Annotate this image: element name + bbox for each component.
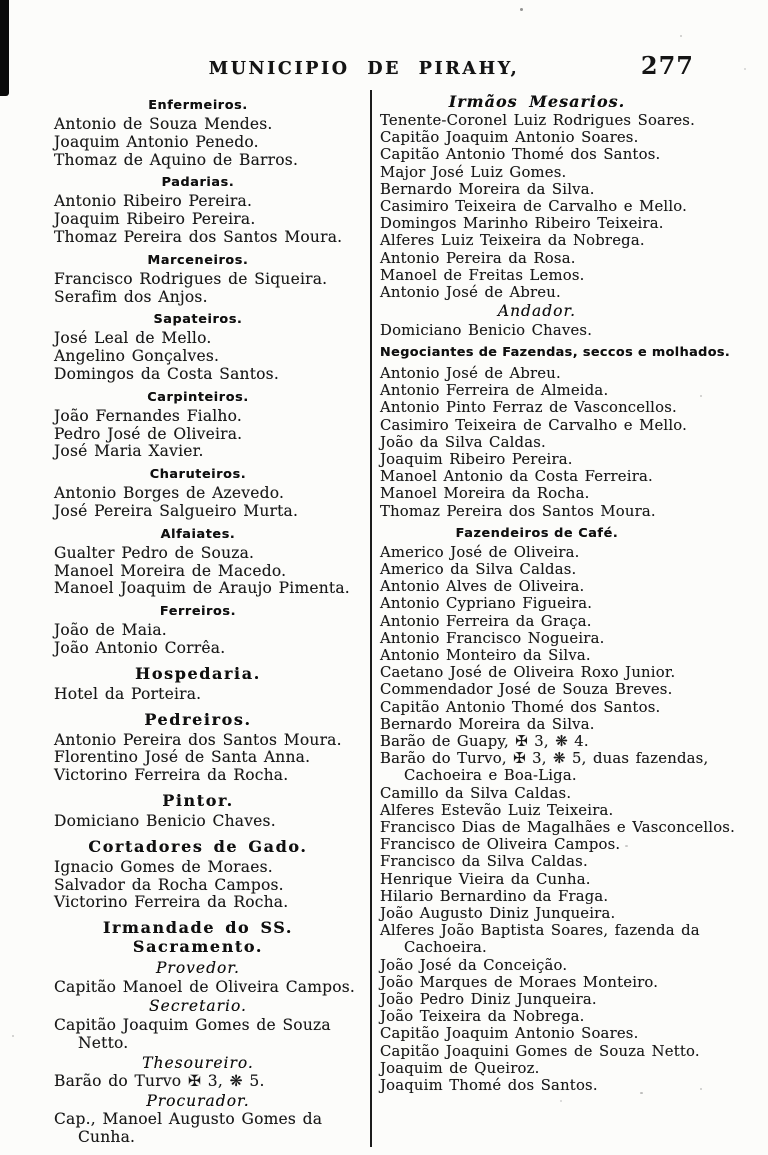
section [54,467,364,521]
list-entry: Francisco de Oliveira Campos. [380,836,621,854]
section [54,312,364,383]
list-entry: Capitão Joaquim Antonio Soares. [380,1025,639,1043]
list-entry: João de Maia. [54,621,167,640]
list-entry: Capitão Joaquini Gomes de Souza Netto. [380,1042,700,1060]
section [54,390,364,461]
list-entry: Antonio Pinto Ferraz de Vasconcellos. [380,399,677,417]
section [54,175,364,246]
section [54,98,364,169]
list-entry: Antonio Ferreira de Almeida. [380,382,609,400]
list-entry: Casimiro Teixeira de Carvalho e Mello. [380,416,688,434]
list-entry: João Antonio Corrêa. [54,638,226,657]
list-entry: Henrique Vieira da Cunha. [380,870,591,888]
list-entry: Antonio Ferreira da Graça. [380,612,592,630]
section [380,93,746,301]
section-heading: Marceneiros. [147,252,249,268]
list-entry: Angelino Gonçalves. [54,347,220,366]
list-entry: Victorino Ferreira da Rocha. [54,766,289,785]
section [54,710,364,785]
section-heading: Sapateiros. [153,312,243,328]
list-entry: Hilario Bernardino da Fraga. [380,887,609,905]
list-entry: Cap., Manoel Augusto Gomes da Cunha. [54,1110,323,1147]
section-heading: Negociantes de Fazendas, seccos e molhados. [380,344,731,360]
section-heading: Carpinteiros. [147,389,249,405]
list-entry: Manoel de Freitas Lemos. [380,266,585,284]
section-heading: Irmandade do SS. Sacramento. [102,918,294,957]
list-entry: Barão de Guapy, ✠ 3, ❋ 4. [380,733,589,750]
section-heading: Andador. [497,302,577,321]
page-title: MUNICIPIO DE PIRAHY, [208,59,520,79]
page-number: 277 [640,51,694,80]
section-heading: Pedreiros. [144,709,252,729]
list-entry: Thomaz Pereira dos Santos Moura. [380,502,656,520]
section-heading: Procurador. [146,1091,250,1110]
list-entry: Americo da Silva Caldas. [380,560,577,578]
list-entry: Alferes Estevão Luiz Teixeira. [380,801,614,819]
left-column [48,90,370,1147]
scan-speck [744,68,746,70]
list-entry: Ignacio Gomes de Moraes. [54,857,273,876]
list-entry: Antonio Pereira da Rosa. [380,249,576,267]
list-entry: Manoel Moreira de Macedo. [54,561,287,580]
list-entry: Antonio de Souza Mendes. [54,115,273,133]
list-entry: Domingos da Costa Santos. [54,364,279,383]
section [54,918,364,956]
section [54,253,364,307]
list-entry: Barão do Turvo, ✠ 3, ❋ 5, duas fazendas, Cachoeira e Boa-Liga. [380,750,709,785]
section [54,527,364,598]
list-entry: Antonio Monteiro da Silva. [380,646,591,664]
list-entry: Domiciano Benicio Chaves. [380,321,593,339]
list-entry: Antonio Alves de Oliveira. [380,578,585,596]
list-entry: João Pedro Diniz Junqueira. [380,991,597,1009]
list-entry: Antonio Francisco Nogueira. [380,629,605,647]
list-entry: Tenente-Coronel Luiz Rodrigues Soares. [380,112,695,129]
list-entry: João da Silva Caldas. [380,433,546,451]
list-entry: João Augusto Diniz Junqueira. [380,905,616,923]
section-heading: Padarias. [161,175,235,191]
section-heading: Provedor. [156,959,240,978]
scan-speck [680,35,682,37]
section [54,837,364,912]
list-entry: Bernardo Moreira da Silva. [380,180,595,198]
list-entry: Manoel Antonio da Costa Ferreira. [380,468,653,486]
list-entry: Americo José de Oliveira. [380,543,580,561]
list-entry: Camillo da Silva Caldas. [380,784,572,802]
two-column-text-block [48,90,746,1147]
section-heading: Charuteiros. [149,467,247,483]
section [380,302,746,339]
scan-artifact-corner [0,0,9,96]
list-entry: Barão do Turvo ✠ 3, ❋ 5. [54,1072,265,1090]
section-heading: Ferreiros. [159,604,237,620]
section [380,526,746,1095]
list-entry: Manoel Joaquim de Araujo Pimenta. [54,579,350,598]
scan-speck [12,1035,14,1037]
section [54,997,364,1052]
list-entry: João Marques de Moraes Monteiro. [380,973,659,991]
list-entry: Major José Luiz Gomes. [380,163,567,181]
list-entry: Hotel da Porteira. [54,684,202,703]
list-entry: Pedro José de Oliveira. [54,424,243,443]
list-entry: Joaquim de Queiroz. [380,1059,540,1077]
section-heading: Thesoureiro. [142,1053,254,1072]
list-entry: José Leal de Mello. [54,329,212,348]
list-entry: Serafim dos Anjos. [54,287,208,306]
list-entry: Casimiro Teixeira de Carvalho e Mello. [380,198,688,216]
section [54,604,364,658]
list-entry: Capitão Antonio Thomé dos Santos. [380,146,661,164]
list-entry: Antonio José de Abreu. [380,284,561,302]
section [54,1092,364,1147]
section-heading: Irmãos Mesarios. [448,92,626,111]
section-heading: Pintor. [162,790,234,810]
list-entry: Capitão Manoel de Oliveira Campos. [54,977,356,996]
scan-speck [520,8,523,11]
list-entry: Victorino Ferreira da Rocha. [54,893,289,912]
list-entry: Florentino José de Santa Anna. [54,748,311,767]
list-entry: José Pereira Salgueiro Murta. [54,501,299,520]
section [380,345,746,520]
right-column [370,90,746,1147]
section-heading: Cortadores de Gado. [88,836,308,856]
section [54,791,364,831]
section [54,664,364,704]
list-entry: José Maria Xavier. [54,442,204,461]
list-entry: Commendador José de Souza Breves. [380,681,673,699]
list-entry: Antonio Cypriano Figueira. [380,595,593,613]
list-entry: Joaquim Ribeiro Pereira. [54,210,256,229]
list-entry: Joaquim Ribeiro Pereira. [380,450,573,468]
list-entry: Domingos Marinho Ribeiro Teixeira. [380,215,664,233]
list-entry: Joaquim Thomé dos Santos. [380,1077,598,1095]
list-entry: Caetano José de Oliveira Roxo Junior. [380,664,676,682]
list-entry: Thomaz de Aquino de Barros. [54,150,299,169]
list-entry: Alferes João Baptista Soares, fazenda da Cachoeira. [380,922,700,957]
list-entry: Gualter Pedro de Souza. [54,543,255,562]
list-entry: Thomaz Pereira dos Santos Moura. [54,227,343,246]
list-entry: Bernardo Moreira da Silva. [380,715,595,733]
list-entry: Antonio José de Abreu. [380,364,561,382]
section-heading: Fazendeiros de Café. [455,525,619,541]
list-entry: Joaquim Antonio Penedo. [54,132,259,151]
list-entry: Antonio Pereira dos Santos Moura. [54,730,342,749]
list-entry: Antonio Ribeiro Pereira. [54,192,253,211]
list-entry: Capitão Joaquim Gomes de Souza Netto. [54,1015,331,1052]
list-entry: Capitão Joaquim Antonio Soares. [380,129,639,147]
list-entry: Antonio Borges de Azevedo. [54,484,285,503]
list-entry: Manoel Moreira da Rocha. [380,485,590,503]
list-entry: Francisco da Silva Caldas. [380,853,588,871]
list-entry: João José da Conceição. [380,956,568,974]
section-heading: Hospedaria. [135,663,261,683]
list-entry: Francisco Dias de Magalhães e Vasconcellos. [380,819,735,837]
section-heading: Alfaiates. [160,526,236,542]
section [54,959,364,996]
section [54,1054,364,1091]
section-heading: Enfermeiros. [148,98,248,113]
list-entry: Capitão Antonio Thomé dos Santos. [380,698,661,716]
list-entry: João Teixeira da Nobrega. [380,1008,585,1026]
list-entry: Domiciano Benicio Chaves. [54,811,276,830]
list-entry: Salvador da Rocha Campos. [54,875,284,894]
list-entry: João Fernandes Fialho. [54,406,242,425]
list-entry: Francisco Rodrigues de Siqueira. [54,269,328,288]
section-heading: Secretario. [149,997,247,1016]
list-entry: Alferes Luiz Teixeira da Nobrega. [380,232,645,250]
